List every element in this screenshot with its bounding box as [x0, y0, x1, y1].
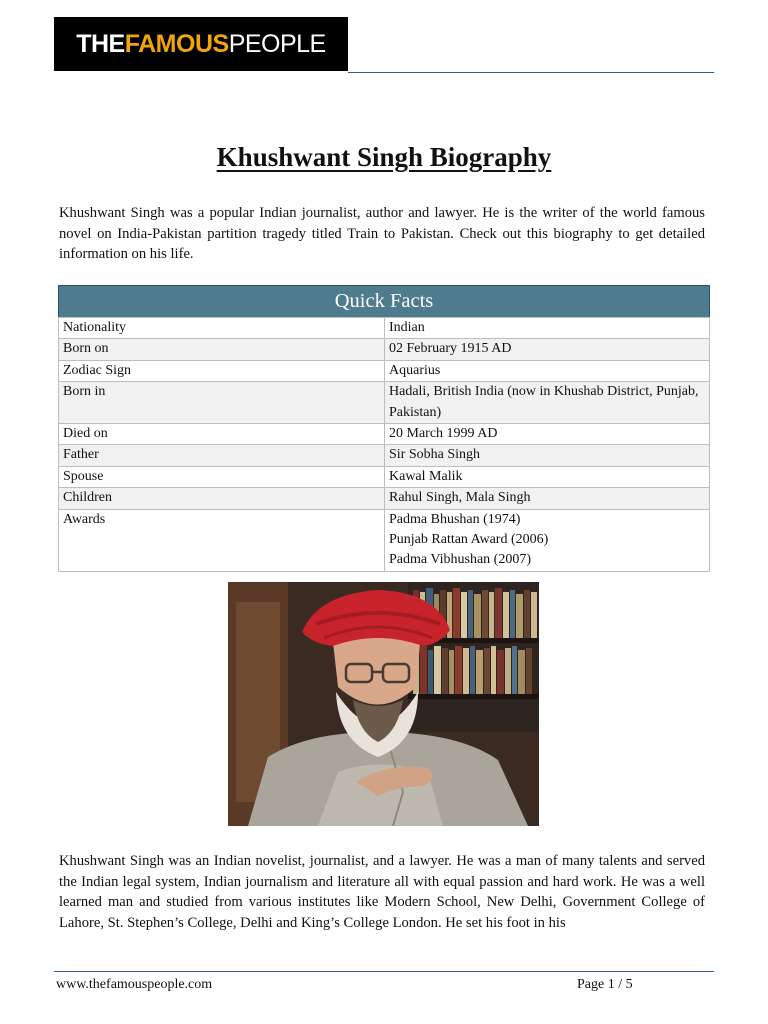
fact-value: 02 February 1915 AD — [385, 339, 710, 360]
fact-label: Spouse — [59, 466, 385, 487]
fact-value: Aquarius — [385, 360, 710, 381]
fact-label: Born on — [59, 339, 385, 360]
fact-value: 20 March 1999 AD — [385, 424, 710, 445]
fact-label: Nationality — [59, 318, 385, 339]
table-row — [59, 360, 710, 381]
site-logo[interactable] — [54, 17, 348, 71]
logo-text-people: PEOPLE — [228, 29, 326, 58]
table-row — [59, 445, 710, 466]
award-item: Punjab Rattan Award (2006) — [389, 532, 549, 548]
fact-value: Rahul Singh, Mala Singh — [385, 488, 710, 509]
quick-facts-table — [58, 285, 710, 572]
award-item: Padma Bhushan (1974) — [389, 511, 521, 527]
table-row — [59, 424, 710, 445]
table-row — [59, 509, 710, 571]
fact-label: Father — [59, 445, 385, 466]
fact-value-list — [385, 509, 710, 571]
footer-divider — [54, 971, 714, 972]
table-row — [59, 339, 710, 360]
page-title: Khushwant Singh Biography — [216, 142, 552, 172]
biography-paragraph: Khushwant Singh was an Indian novelist, journalist, and a lawyer. He was a man of many talents and served the Indian legal system, Indian journalism and literature all with equal passion and hard work. He was a well learned man and studied from various institutes like Modern School, New Delhi, Government College of Lahore, St. Stephen’s College, Delhi and King’s College London. He set his foot in his — [59, 853, 705, 931]
page-number: Page 1 / 5 — [577, 977, 633, 992]
logo-text-the: THE — [76, 29, 125, 58]
award-item: Padma Vibhushan (2007) — [389, 552, 531, 568]
table-row — [59, 488, 710, 509]
intro-paragraph: Khushwant Singh was a popular Indian journalist, author and lawyer. He is the writer of the world famous novel on India-Pakistan partition tragedy titled Train to Pakistan. Check out this biography to get detailed information on his life. — [59, 205, 705, 262]
table-row — [59, 382, 710, 424]
table-row — [59, 318, 710, 339]
fact-value: Hadali, British India (now in Khushab District, Punjab, Pakistan) — [385, 382, 710, 424]
portrait-photo — [228, 582, 539, 826]
fact-label: Zodiac Sign — [59, 360, 385, 381]
header-divider — [348, 72, 714, 73]
fact-value: Sir Sobha Singh — [385, 445, 710, 466]
fact-value: Kawal Malik — [385, 466, 710, 487]
footer-website-link[interactable]: www.thefamouspeople.com — [56, 977, 213, 992]
quick-facts-heading: Quick Facts — [58, 285, 710, 317]
fact-label: Children — [59, 488, 385, 509]
fact-value: Indian — [385, 318, 710, 339]
logo-text-famous: FAMOUS — [124, 29, 229, 58]
fact-label: Died on — [59, 424, 385, 445]
fact-label: Born in — [59, 382, 385, 424]
table-row — [59, 466, 710, 487]
fact-label: Awards — [59, 509, 385, 571]
